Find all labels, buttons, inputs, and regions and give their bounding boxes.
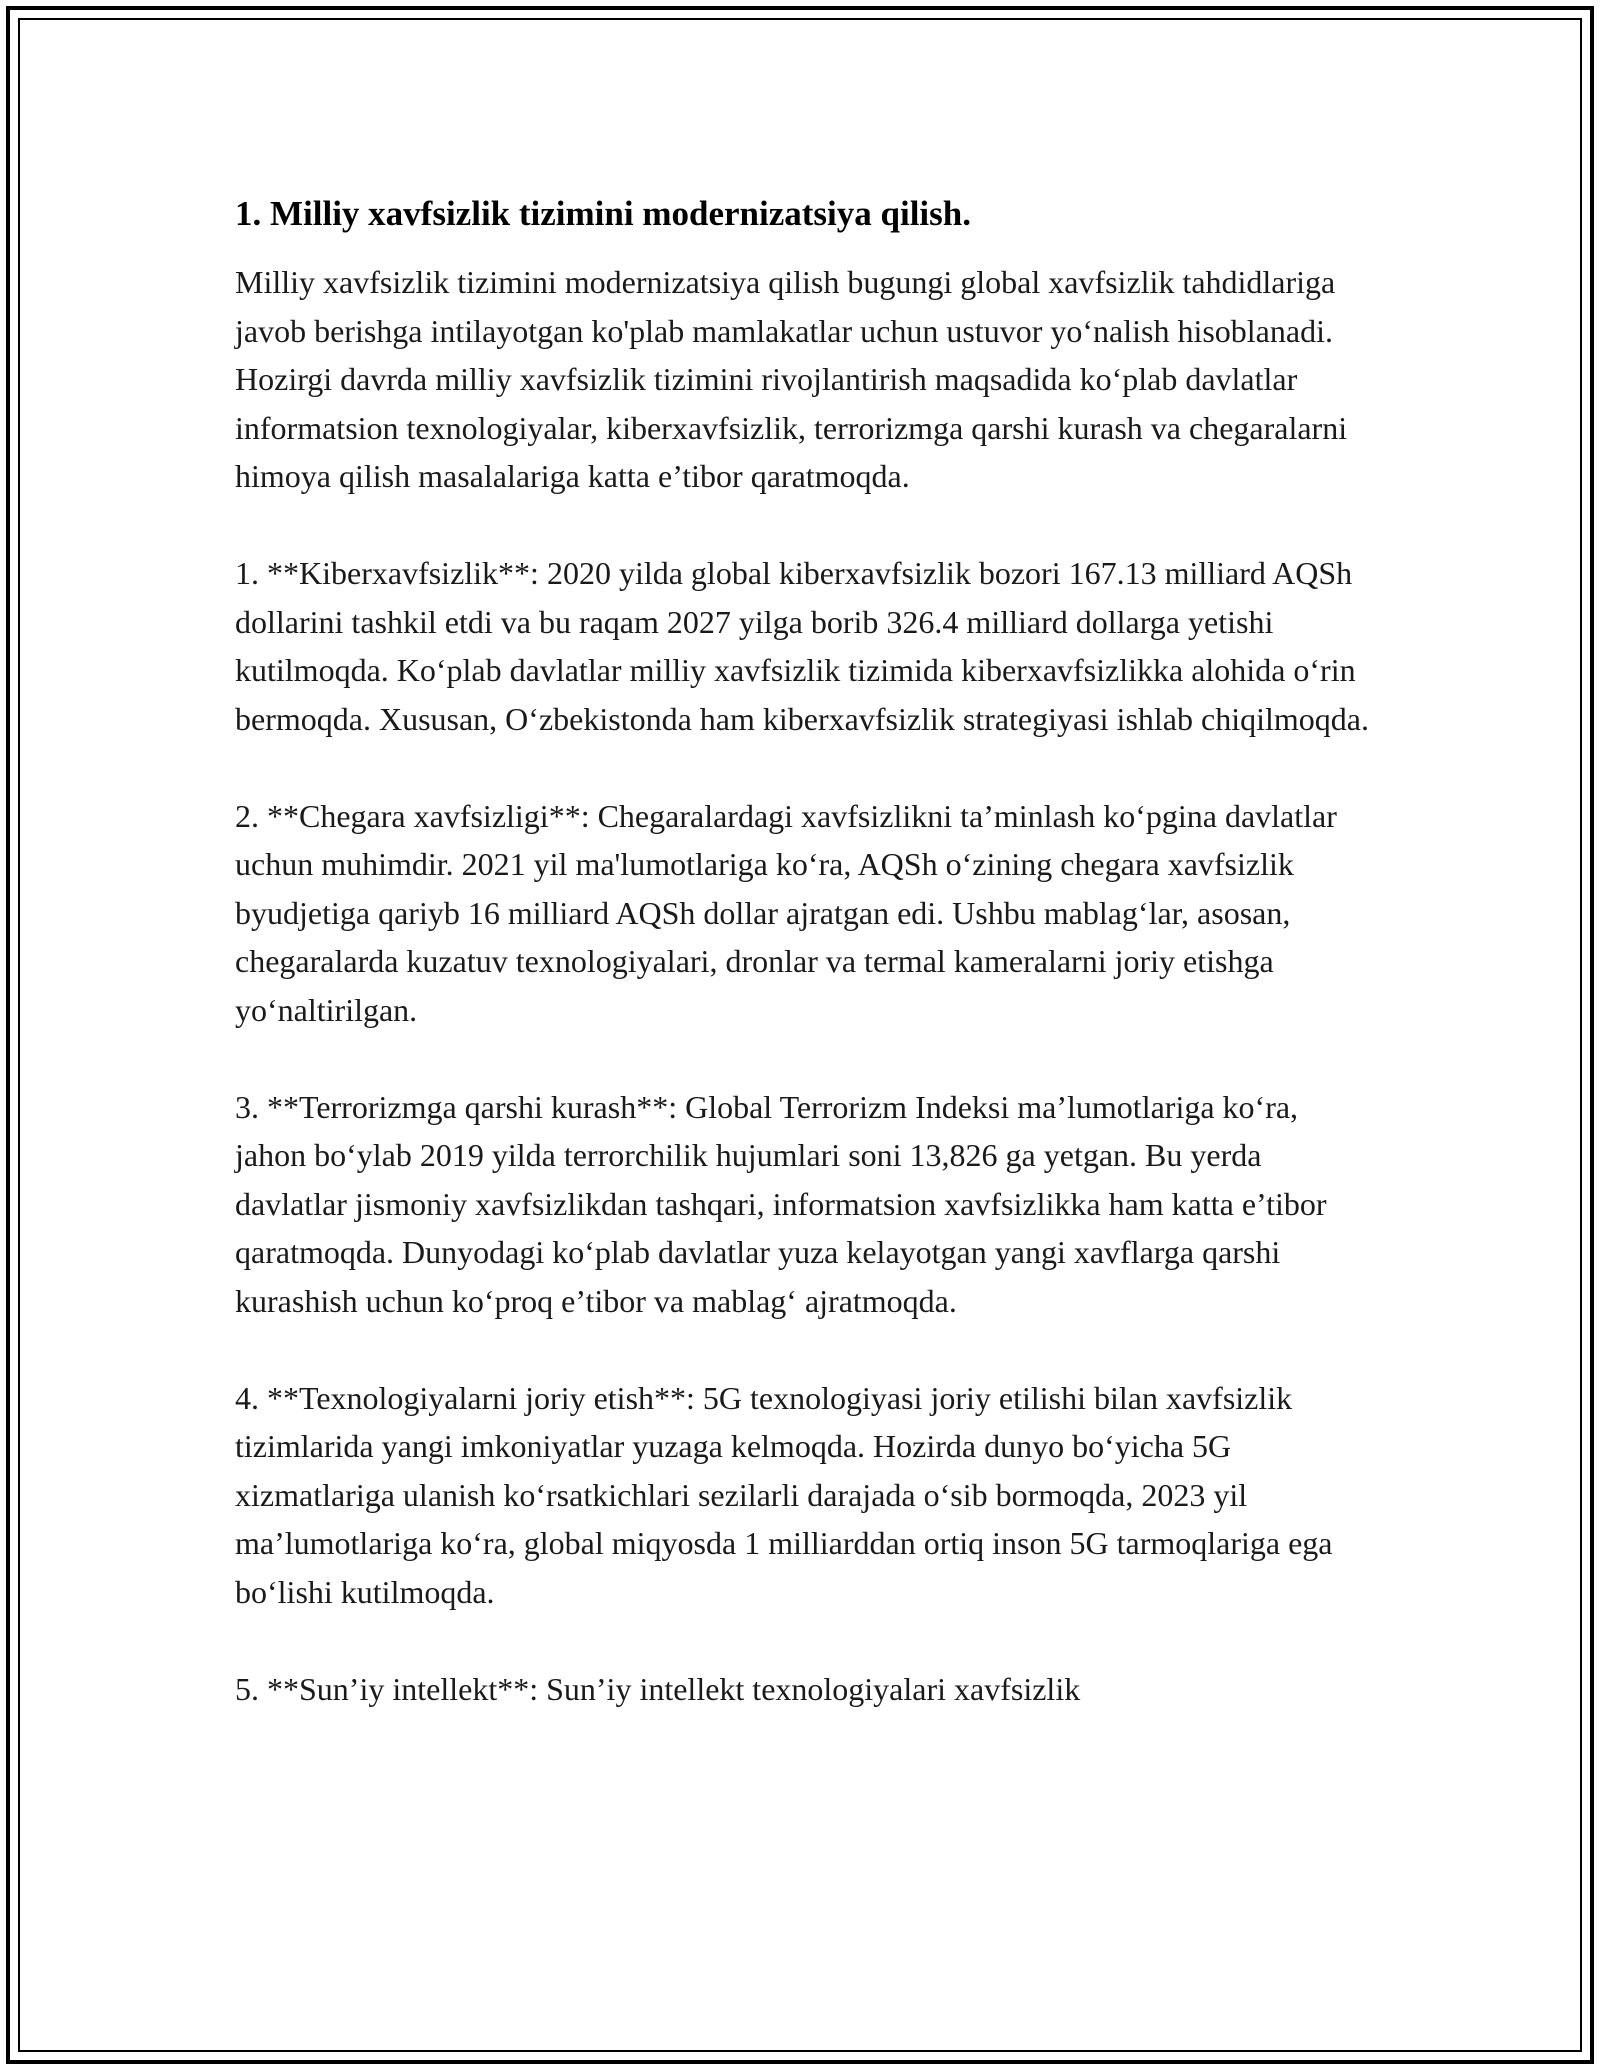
paragraph-border-security: 2. **Chegara xavfsizligi**: Chegaralardagi xavfsizlikni ta’minlash ko‘pgina davlatlar uchun muhimdir. 2021 yil ma'lumotlariga ko‘ra, AQSh o‘zining chegara xavfsizlik byudjetiga qariyb 16 milliard AQSh dollar ajratgan edi. Ushbu mablag‘lar, asosan, chegaralarda kuzatuv texnologiyalari, dronlar va termal kameralarni joriy etishga yo‘naltirilgan. [235,797,1337,1028]
intro-paragraph: Milliy xavfsizlik tizimini modernizatsiya qilish bugungi global xavfsizlik tahdidlariga javob berishga intilayotgan ko'plab mamlakatlar uchun ustuvor yo‘nalish hisoblanadi. Hozirgi davrda milliy xavfsizlik tizimini rivojlantirish maqsadida ko‘plab davlatlar informatsion texnologiyalar, kiberxavfsizlik, terrorizmga qarshi kurash va chegaralarni himoya qilish masalalariga katta e’tibor qaratmoqda. [235,264,1348,494]
paragraph-counter-terrorism: 3. **Terrorizmga qarshi kurash**: Global Terrorizm Indeksi ma’lumotlariga ko‘ra, jahon bo‘ylab 2019 yilda terrorchilik hujumlari soni 13,826 ga yetgan. Bu yerda davlatlar jismoniy xavfsizlikdan tashqari, informatsion xavfsizlikka ham katta e’tibor qaratmoqda. Dunyodagi ko‘plab davlatlar yuza kelayotgan yangi xavflarga qarshi kurashish uchun ko‘proq e’tibor va mablag‘ ajratmoqda. [235,1088,1327,1319]
paragraph-technology: 4. **Texnologiyalarni joriy etish**: 5G texnologiyasi joriy etilishi bilan xavfsizlik tizimlarida yangi imkoniyatlar yuzaga kelmoqda. Hozirda dunyo bo‘yicha 5G xizmatlariga ulanish ko‘rsatkichlari sezilarli darajada o‘sib bormoqda, 2023 yil ma’lumotlariga ko‘ra, global miqyosda 1 milliarddan ortiq inson 5G tarmoqlariga ega bo‘lishi kutilmoqda. [235,1379,1333,1610]
paragraph-cybersecurity: 1. **Kiberxavfsizlik**: 2020 yilda global kiberxavfsizlik bozori 167.13 milliard AQSh dollarini tashkil etdi va bu raqam 2027 yilga borib 326.4 milliard dollarga yetishi kutilmoqda. Ko‘plab davlatlar milliy xavfsizlik tizimida kiberxavfsizlikka alohida o‘rin bermoqda. Xususan, O‘zbekistonda ham kiberxavfsizlik strategiyasi ishlab chiqilmoqda. [235,555,1369,737]
document-body [235,180,1375,1762]
paragraph-ai: 5. **Sun’iy intellekt**: Sun’iy intellekt texnologiyalari xavfsizlik [235,1670,1081,1707]
section-heading: 1. Milliy xavfsizlik tizimini modernizatsiya qilish. [235,194,971,233]
